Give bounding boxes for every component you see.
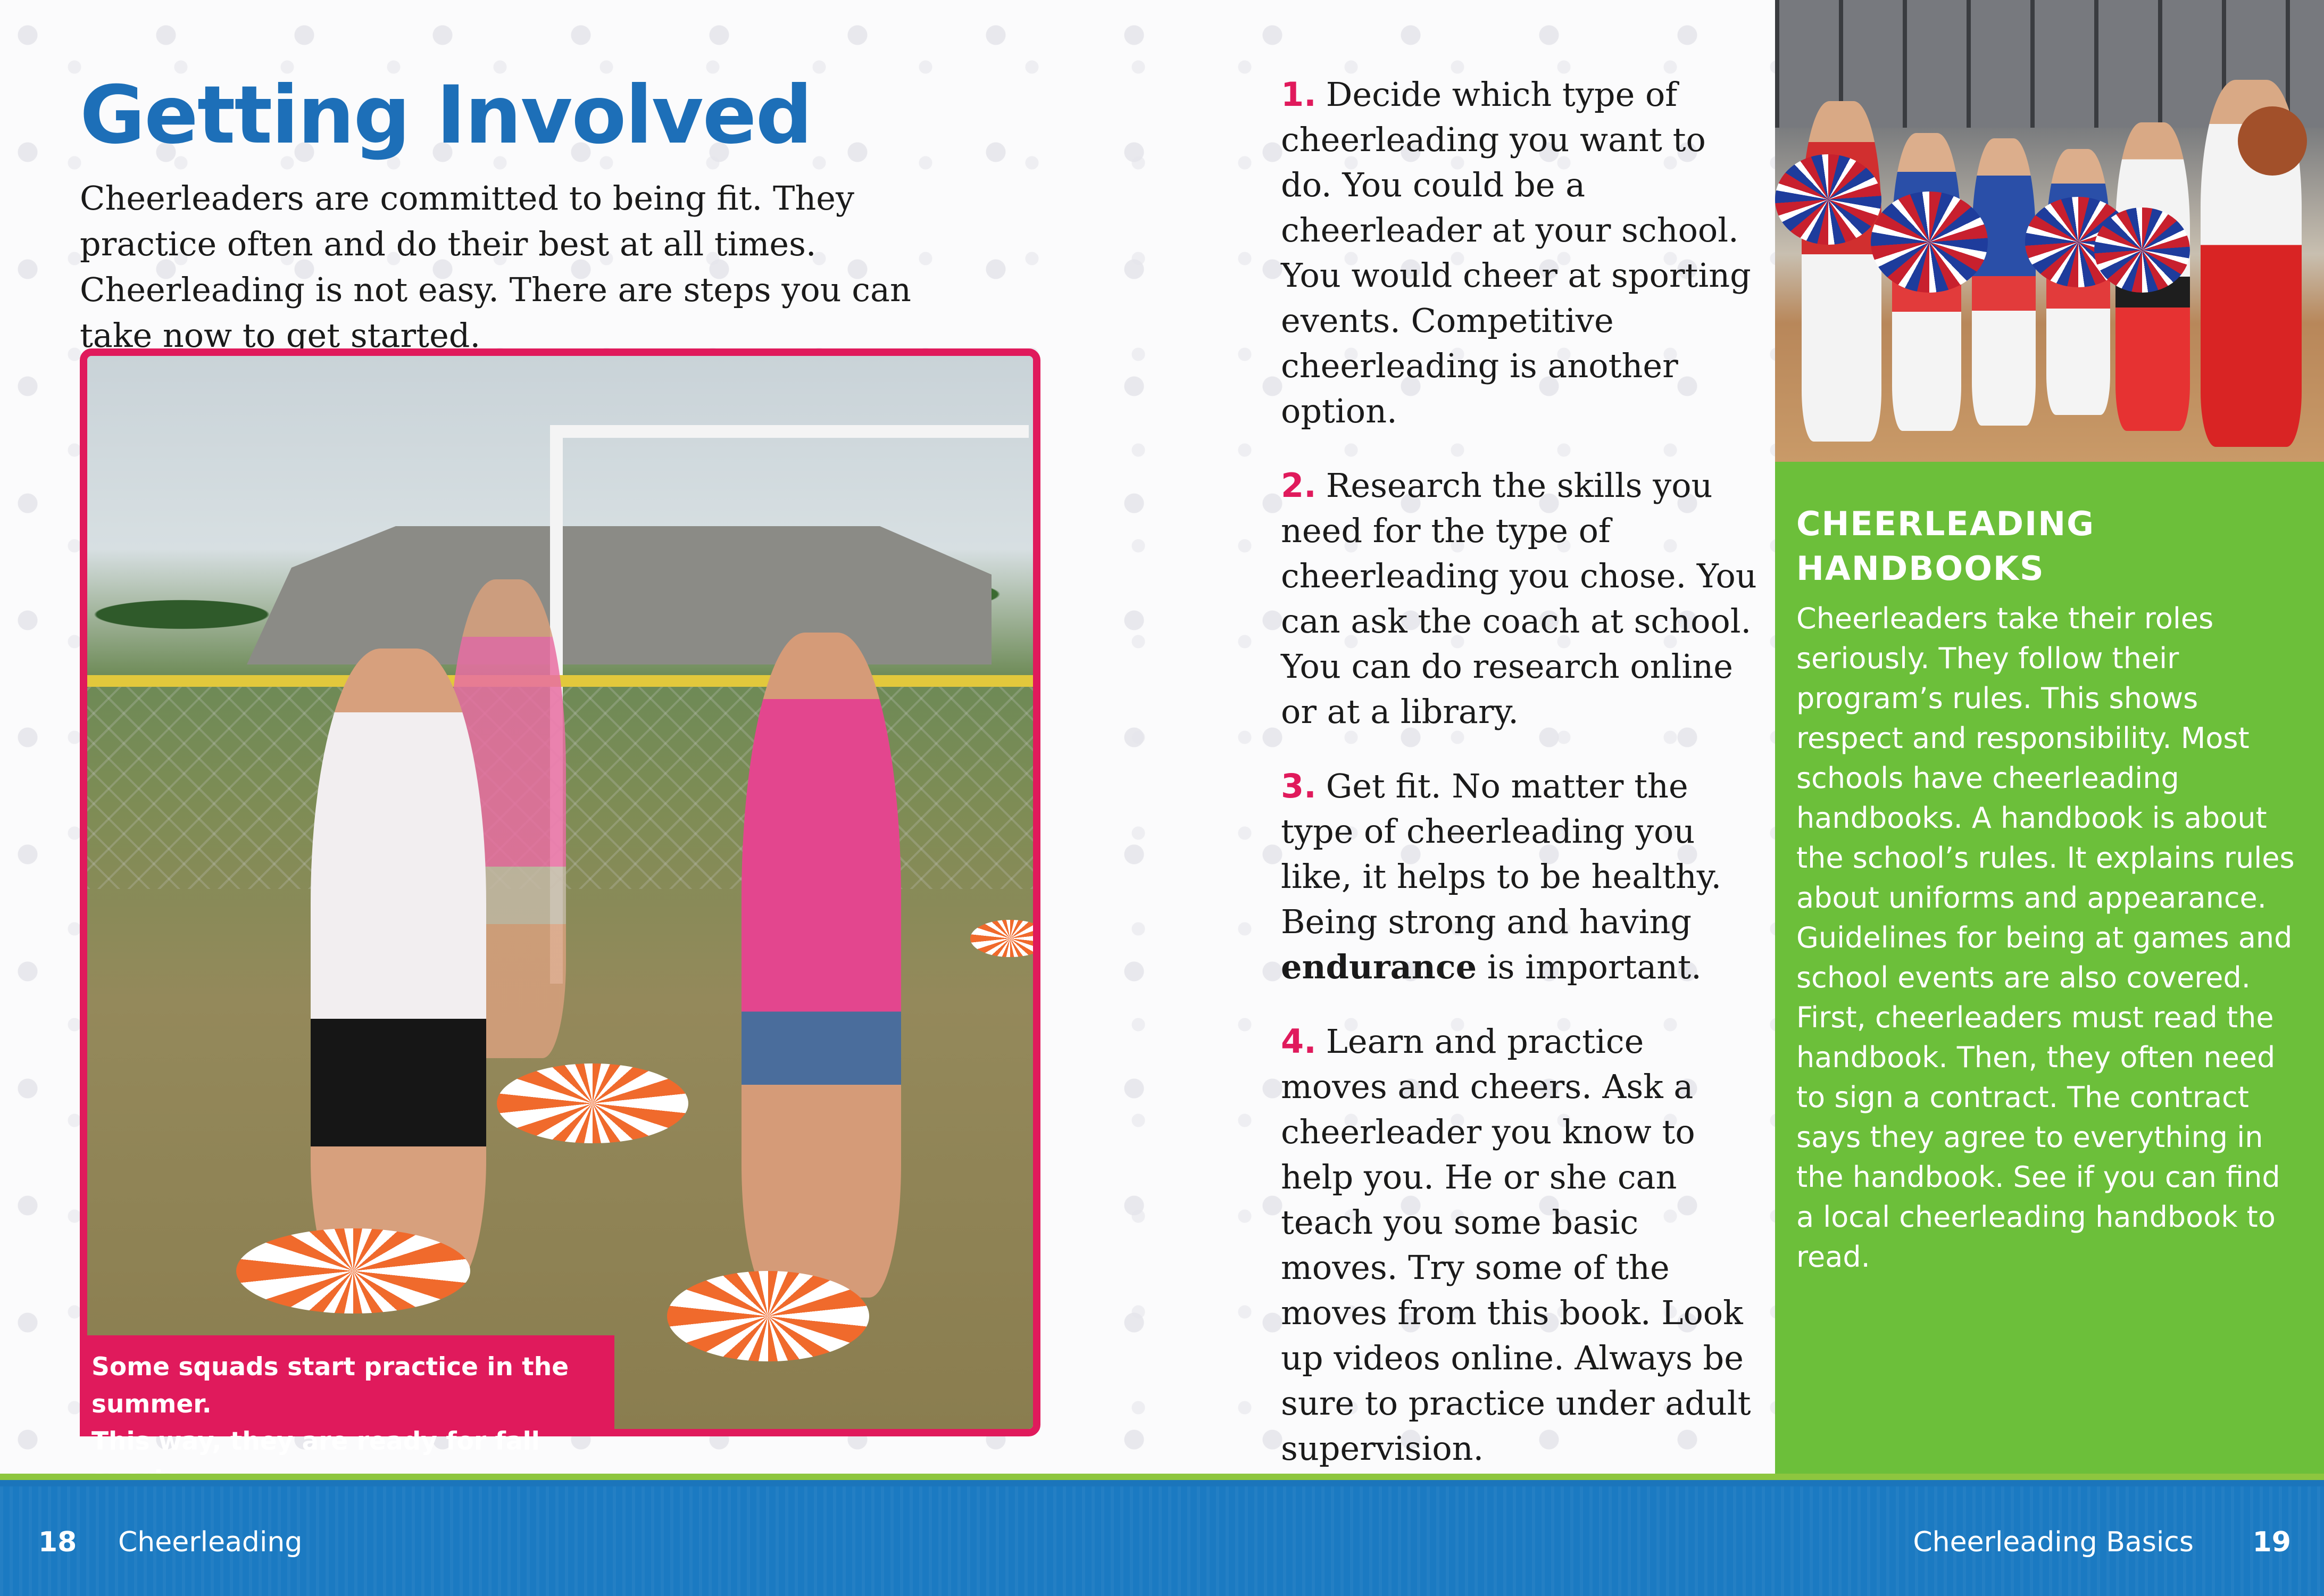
- photo-person: [1802, 101, 1881, 442]
- step-item: [1281, 763, 1760, 990]
- intro-paragraph: Cheerleaders are committed to being fit. They practice often and do their best at all times. Cheerleading is not easy. There are steps you can take now to get started.: [80, 179, 911, 355]
- cheer-squad-photo: [1775, 0, 2324, 462]
- sidebar-title-line: HANDBOOKS: [1796, 549, 2045, 588]
- steps-list: [1281, 72, 1760, 1500]
- step-text: Decide which type of cheerleading you want to do. You could be a cheerleader at your school. You would cheer at sporting events. Competitive cheerleading is another option.: [1281, 75, 1751, 430]
- photo-pompom: [1871, 192, 1988, 293]
- step-number: 1.: [1281, 75, 1317, 114]
- photo-person: [1972, 138, 2036, 426]
- footer-stripe: [0, 1474, 2324, 1486]
- step-item: [1281, 1019, 1760, 1471]
- page-number-right: 19: [2252, 1526, 2291, 1558]
- photo-caption-line: This way, they are ready for fall: [91, 1427, 540, 1456]
- sidebar-box: [1775, 462, 2324, 1479]
- photo-pompom: [1775, 154, 1881, 245]
- photo-basketball: [2238, 106, 2307, 176]
- step-number: 2.: [1281, 466, 1317, 505]
- practice-photo: [80, 348, 1040, 1436]
- sidebar-title-line: CHEERLEADING: [1796, 504, 2095, 543]
- photo-pompom: [497, 1063, 688, 1143]
- running-head-right: Cheerleading Basics: [1913, 1526, 2194, 1558]
- photo-pompom: [236, 1228, 470, 1314]
- step-text: Learn and practice moves and cheers. Ask a cheerleader you know to help you. He or she can teach you some basic moves. Try some of the moves from this book. Look up videos online. Always be sure to practice under adult supervision.: [1281, 1022, 1751, 1468]
- page-title: Getting Involved: [80, 69, 812, 162]
- step-item: [1281, 463, 1760, 734]
- field-photo-image: [87, 356, 1033, 1429]
- photo-caption: [80, 1335, 614, 1456]
- sidebar-title: [1796, 502, 2303, 591]
- step-text: is important.: [1477, 947, 1702, 986]
- footer-bar: [0, 1486, 2324, 1596]
- photo-girl-right: [742, 633, 901, 1298]
- glossary-term: endurance: [1281, 947, 1477, 986]
- page-number-left: 18: [38, 1526, 77, 1558]
- photo-girl-left: [311, 649, 486, 1287]
- step-text: Get fit. No matter the type of cheerleading you like, it helps to be healthy. Being strong and having: [1281, 767, 1722, 941]
- step-item: [1281, 72, 1760, 434]
- photo-caption-line: Some squads start practice in the summer.: [91, 1352, 569, 1419]
- step-number: 3.: [1281, 767, 1317, 805]
- sidebar-body: Cheerleaders take their roles seriously. They follow their program’s rules. This shows respect and responsibility. Most schools have cheerleading handbooks. A handbook is about the school’s rules. It explains rules about uniforms and appearance. Guidelines for being at games and school events are also covered. First, cheerleaders must read the handbook. Then, they often need to sign a contract. The contract says they agree to everything in the handbook. See if you can find a local cheerleading handbook to read.: [1796, 602, 2295, 1274]
- photo-pompom: [667, 1271, 869, 1361]
- step-number: 4.: [1281, 1022, 1317, 1061]
- step-text: Research the skills you need for the type of cheerleading you chose. You can ask the coach at school. You can do research online or at a library.: [1281, 466, 1757, 731]
- photo-pompom: [2094, 207, 2190, 293]
- running-head-left: Cheerleading: [118, 1526, 303, 1558]
